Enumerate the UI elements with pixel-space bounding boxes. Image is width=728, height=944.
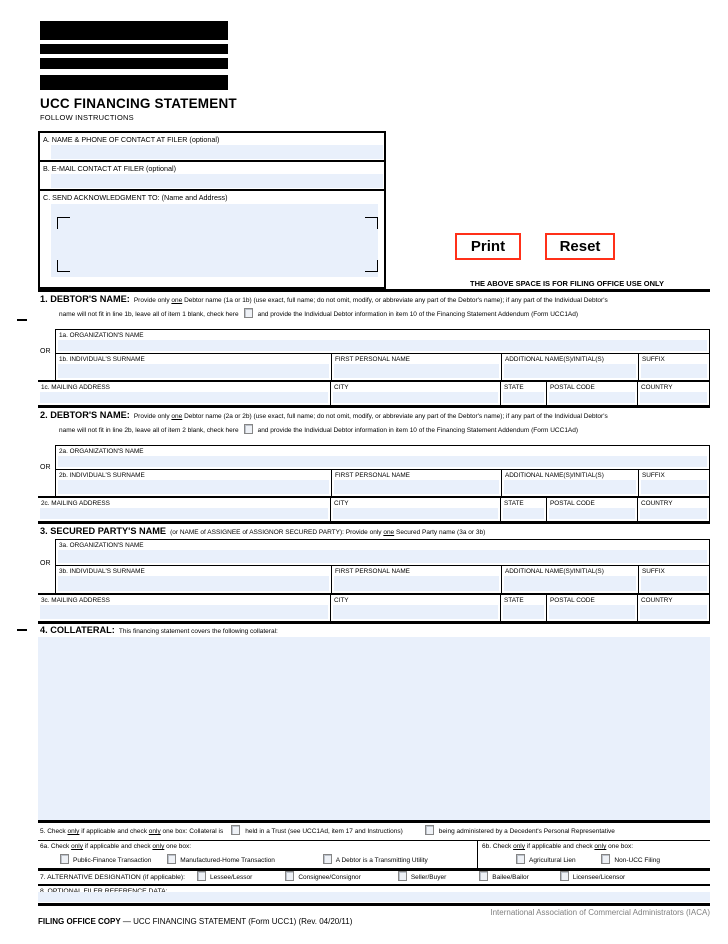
or-label: OR	[40, 464, 51, 471]
debtor-1-first-name-input[interactable]	[334, 364, 499, 378]
non-ucc-filing-option	[601, 854, 660, 864]
barcode-bar	[40, 44, 228, 54]
postal-code-cell	[546, 382, 637, 405]
debtor-2-postal-code-input[interactable]	[549, 508, 635, 519]
seller-buyer-option	[398, 871, 446, 885]
form-title: UCC FINANCING STATEMENT	[40, 96, 237, 111]
debtor-2-additional-name-input[interactable]	[504, 480, 636, 494]
mailing-address-cell	[38, 382, 330, 405]
debtor-1-address-row	[38, 380, 710, 405]
state-cell	[500, 498, 546, 521]
state-cell	[500, 595, 546, 621]
instruction-text: Debtor name (2a or 2b) (use exact, full name; do not omit, modify, or abbreviate any part of the Debtor's name); if any part of the Individual Debtor's	[182, 413, 608, 420]
suffix-cell	[638, 354, 709, 380]
debtor-1-additional-name-input[interactable]	[504, 364, 636, 378]
suffix-label: SUFFIX	[642, 568, 665, 575]
debtor-2-section	[38, 408, 710, 524]
secured-party-state-input[interactable]	[503, 605, 544, 619]
debtor-2-first-name-input[interactable]	[334, 480, 499, 494]
suffix-label: SUFFIX	[642, 356, 665, 363]
debtor-1-name-table	[40, 329, 710, 380]
margin-tick	[17, 629, 27, 631]
public-finance-option	[60, 854, 151, 864]
secured-party-surname-input[interactable]	[58, 576, 329, 591]
form-body	[38, 289, 710, 906]
country-label: COUNTRY	[641, 597, 673, 604]
secured-party-city-input[interactable]	[333, 605, 498, 619]
debtor-2-country-input[interactable]	[640, 508, 707, 519]
first-name-label: FIRST PERSONAL NAME	[335, 568, 410, 575]
footer-form-name: — UCC FINANCING STATEMENT (Form UCC1) (Rev. 04/20/11)	[120, 917, 353, 926]
debtor-2-org-row	[56, 446, 709, 469]
instruction-text: 5. Check	[40, 828, 68, 835]
held-in-trust-label: held in a Trust (see UCC1Ad, item 17 and Instructions)	[245, 828, 403, 835]
public-finance-label: Public-Finance Transaction	[73, 857, 152, 864]
mailing-address-label: 2c. MAILING ADDRESS	[41, 500, 110, 507]
secured-party-org-row	[56, 540, 709, 565]
or-label: OR	[40, 348, 51, 355]
suffix-label: SUFFIX	[642, 472, 665, 479]
alternative-designation-label: 7. ALTERNATIVE DESIGNATION (if applicable):	[40, 874, 186, 881]
city-cell	[330, 382, 500, 405]
country-cell	[637, 595, 709, 621]
city-label: CITY	[334, 384, 349, 391]
debtor-2-instructions-line2	[40, 424, 708, 435]
section-6a	[38, 841, 478, 868]
transmitting-utility-checkbox[interactable]	[323, 854, 332, 864]
reset-button[interactable]: Reset	[545, 233, 615, 260]
instruction-text: if applicable and check	[525, 843, 595, 850]
city-cell	[330, 498, 500, 521]
held-in-trust-checkbox[interactable]	[231, 825, 240, 835]
mailing-address-label: 3c. MAILING ADDRESS	[41, 597, 110, 604]
secured-party-header	[38, 524, 710, 539]
consignee-consignor-label: Consignee/Consignor	[298, 874, 361, 881]
state-cell	[500, 382, 546, 405]
country-label: COUNTRY	[641, 500, 673, 507]
section-8-row	[38, 886, 710, 906]
debtor-2-org-name-input[interactable]	[58, 456, 707, 467]
debtor-2-name-table	[40, 445, 710, 496]
instruction-text: one	[171, 413, 183, 420]
secured-party-suffix-input[interactable]	[641, 576, 707, 591]
collateral-header	[38, 624, 710, 637]
lessee-lessor-option	[197, 871, 252, 885]
contact-email-label: B. E-MAIL CONTACT AT FILER (optional)	[43, 164, 177, 173]
postal-code-cell	[546, 498, 637, 521]
instruction-text: one	[383, 529, 395, 536]
instruction-text: one box: Collateral is	[160, 828, 224, 835]
seller-buyer-checkbox[interactable]	[398, 871, 407, 881]
first-name-cell	[331, 566, 501, 593]
postal-code-cell	[546, 595, 637, 621]
first-name-cell	[331, 470, 501, 496]
filer-reference-input[interactable]	[38, 892, 710, 902]
contact-name-label: A. NAME & PHONE OF CONTACT AT FILER (optional)	[43, 135, 220, 144]
secured-party-org-name-input[interactable]	[58, 550, 707, 563]
secured-party-additional-name-input[interactable]	[504, 576, 636, 591]
debtor-1-state-input[interactable]	[503, 392, 544, 403]
acknowledgment-textarea[interactable]	[51, 204, 378, 277]
debtor-1-instructions-line1	[40, 295, 708, 305]
debtor-2-instructions-line1	[40, 411, 708, 421]
instruction-text: only	[148, 828, 161, 835]
instruction-text: name will not fit in line 2b, leave all of item 2 blank, check here	[59, 427, 239, 434]
acknowledgment-row	[40, 191, 384, 283]
lessee-lessor-checkbox[interactable]	[197, 871, 206, 881]
postal-code-label: POSTAL CODE	[550, 384, 595, 391]
debtor-2-state-input[interactable]	[503, 508, 544, 519]
city-label: CITY	[334, 500, 349, 507]
debtor-1-country-input[interactable]	[640, 392, 707, 403]
instruction-text: one box:	[606, 843, 634, 850]
section-6a-header	[40, 843, 477, 850]
section-6b-options	[482, 854, 710, 864]
debtor-2-individual-row	[56, 469, 709, 496]
secured-party-postal-code-input[interactable]	[549, 605, 635, 619]
debtor-2-suffix-input[interactable]	[641, 480, 707, 494]
instruction-text: if applicable and check	[83, 843, 153, 850]
secured-party-section	[38, 524, 710, 624]
bailee-bailor-option	[479, 871, 529, 885]
barcode-bar	[40, 75, 228, 90]
barcode	[40, 21, 228, 90]
bailee-bailor-checkbox[interactable]	[479, 871, 488, 881]
secured-party-individual-row	[56, 565, 709, 593]
first-name-label: FIRST PERSONAL NAME	[335, 356, 410, 363]
instruction-text: one	[171, 297, 183, 304]
instruction-text: Provide only	[133, 413, 172, 420]
consignee-consignor-option	[285, 871, 361, 885]
city-label: CITY	[334, 597, 349, 604]
section-7-row	[38, 871, 710, 886]
instruction-text: 6b. Check	[482, 843, 514, 850]
debtor-2-mailing-address-input[interactable]	[40, 508, 328, 519]
surname-cell	[56, 566, 331, 593]
filer-contact-box	[38, 131, 386, 289]
footer-iaca-credit: International Association of Commercial Administrators (IACA)	[490, 908, 710, 917]
contact-name-row	[40, 133, 384, 162]
section-6-row	[38, 841, 710, 871]
lessee-lessor-label: Lessee/Lessor	[210, 874, 253, 881]
section-heading: 4. COLLATERAL:	[40, 625, 115, 635]
seller-buyer-label: Seller/Buyer	[410, 874, 447, 881]
instruction-text: Secured Party name (3a or 3b)	[394, 529, 486, 536]
org-name-cell	[56, 446, 709, 469]
consignee-consignor-checkbox[interactable]	[285, 871, 294, 881]
instruction-text: (or NAME of ASSIGNEE of ASSIGNOR SECURED PARTY):	[170, 529, 346, 536]
transmitting-utility-option	[323, 854, 428, 864]
suffix-cell	[638, 566, 709, 593]
country-label: COUNTRY	[641, 384, 673, 391]
debtor-1-postal-code-input[interactable]	[549, 392, 635, 403]
mailing-address-cell	[38, 498, 330, 521]
bailee-bailor-label: Bailee/Bailor	[492, 874, 529, 881]
first-name-label: FIRST PERSONAL NAME	[335, 472, 410, 479]
collateral-textarea[interactable]	[38, 637, 710, 820]
org-name-cell	[56, 540, 709, 565]
org-name-cell	[56, 330, 709, 353]
agricultural-lien-label: Agricultural Lien	[529, 857, 576, 864]
barcode-bar	[40, 58, 228, 69]
instruction-text: Provide only	[345, 529, 384, 536]
additional-name-label: ADDITIONAL NAME(S)/INITIAL(S)	[505, 568, 604, 575]
manufactured-home-option	[167, 854, 275, 864]
acknowledgment-label: C. SEND ACKNOWLEDGMENT TO: (Name and Address)	[43, 193, 228, 202]
debtor-2-addendum-checkbox[interactable]	[244, 424, 253, 434]
surname-cell	[56, 354, 331, 380]
barcode-bar	[40, 21, 228, 40]
debtor-2-header	[38, 408, 710, 445]
agricultural-lien-option	[516, 854, 576, 864]
public-finance-checkbox[interactable]	[60, 854, 69, 864]
debtor-1-header	[38, 292, 710, 329]
instruction-text: name will not fit in line 1b, leave all of item 1 blank, check here	[59, 311, 239, 318]
decedent-representative-checkbox[interactable]	[425, 825, 434, 835]
manufactured-home-label: Manufactured-Home Transaction	[180, 857, 275, 864]
additional-name-cell	[501, 354, 638, 380]
state-label: STATE	[504, 384, 524, 391]
additional-name-label: ADDITIONAL NAME(S)/INITIAL(S)	[505, 356, 604, 363]
debtor-2-city-input[interactable]	[333, 508, 498, 519]
surname-label: 3b. INDIVIDUAL'S SURNAME	[59, 568, 145, 575]
section-5-trust-row	[38, 823, 710, 841]
debtor-1-city-input[interactable]	[333, 392, 498, 403]
licensee-licensor-checkbox[interactable]	[560, 871, 569, 881]
collateral-section	[38, 624, 710, 823]
contact-email-row	[40, 162, 384, 191]
mailing-address-label: 1c. MAILING ADDRESS	[41, 384, 110, 391]
debtor-2-surname-input[interactable]	[58, 480, 329, 494]
secured-party-name-table	[40, 539, 710, 593]
instruction-text: 6a. Check	[40, 843, 72, 850]
postal-code-label: POSTAL CODE	[550, 500, 595, 507]
contact-name-phone-input[interactable]	[51, 145, 383, 159]
additional-name-cell	[501, 470, 638, 496]
non-ucc-filing-label: Non-UCC Filing	[614, 857, 660, 864]
or-label: OR	[40, 560, 51, 567]
secured-party-mailing-address-input[interactable]	[40, 605, 328, 619]
contact-email-input[interactable]	[51, 174, 383, 188]
licensee-licensor-label: Licensee/Licensor	[572, 874, 626, 881]
section-heading: 1. DEBTOR'S NAME:	[40, 294, 130, 304]
instruction-text: if applicable and check	[79, 828, 149, 835]
decedent-representative-label: being administered by a Decedent's Personal Representative	[438, 828, 615, 835]
office-use-note: THE ABOVE SPACE IS FOR FILING OFFICE USE ONLY	[470, 279, 664, 288]
instruction-text: one box:	[164, 843, 192, 850]
org-name-label: 1a. ORGANIZATION'S NAME	[59, 332, 144, 339]
licensee-licensor-option	[560, 871, 625, 885]
debtor-1-suffix-input[interactable]	[641, 364, 707, 378]
surname-cell	[56, 470, 331, 496]
secured-party-first-name-input[interactable]	[334, 576, 499, 591]
first-name-cell	[331, 354, 501, 380]
debtor-1-surname-input[interactable]	[58, 364, 329, 378]
debtor-1-org-row	[56, 330, 709, 353]
section-6b-header	[482, 843, 710, 850]
instruction-text: only	[71, 843, 84, 850]
agricultural-lien-checkbox[interactable]	[516, 854, 525, 864]
city-cell	[330, 595, 500, 621]
state-label: STATE	[504, 597, 524, 604]
section-6b	[478, 841, 710, 868]
debtor-2-address-row	[38, 496, 710, 521]
debtor-1-individual-row	[56, 353, 709, 380]
debtor-1-instructions-line2	[40, 308, 708, 319]
instruction-text: Provide only	[133, 297, 172, 304]
instruction-text: Debtor name (1a or 1b) (use exact, full name; do not omit, modify, or abbreviate any part of the Debtor's name); if any part of the Individual Debtor's	[182, 297, 608, 304]
footer-copy-label: FILING OFFICE COPY	[38, 917, 121, 926]
secured-party-address-row	[38, 593, 710, 621]
form-subtitle: FOLLOW INSTRUCTIONS	[40, 113, 134, 122]
org-name-label: 2a. ORGANIZATION'S NAME	[59, 448, 144, 455]
secured-party-country-input[interactable]	[640, 605, 707, 619]
margin-tick	[17, 319, 27, 321]
non-ucc-filing-checkbox[interactable]	[601, 854, 610, 864]
section-heading: 3. SECURED PARTY'S NAME	[40, 526, 167, 536]
instruction-text: only	[67, 828, 80, 835]
postal-code-label: POSTAL CODE	[550, 597, 595, 604]
surname-label: 2b. INDIVIDUAL'S SURNAME	[59, 472, 145, 479]
suffix-cell	[638, 470, 709, 496]
section-heading: 2. DEBTOR'S NAME:	[40, 410, 130, 420]
debtor-1-addendum-checkbox[interactable]	[244, 308, 253, 318]
instruction-text: This financing statement covers the following collateral:	[118, 628, 278, 635]
additional-name-label: ADDITIONAL NAME(S)/INITIAL(S)	[505, 472, 604, 479]
mailing-address-cell	[38, 595, 330, 621]
transmitting-utility-label: A Debtor is a Transmitting Utility	[335, 857, 428, 864]
manufactured-home-checkbox[interactable]	[167, 854, 176, 864]
footer-form-id	[38, 917, 352, 926]
org-name-label: 3a. ORGANIZATION'S NAME	[59, 542, 144, 549]
print-button[interactable]: Print	[455, 233, 521, 260]
instruction-text: only	[152, 843, 165, 850]
instruction-text: only	[594, 843, 607, 850]
instruction-text: and provide the Individual Debtor information in item 10 of the Financing Statement Addendum (Form UCC1Ad)	[257, 311, 579, 318]
debtor-1-section	[38, 292, 710, 408]
state-label: STATE	[504, 500, 524, 507]
country-cell	[637, 498, 709, 521]
instruction-text: only	[513, 843, 526, 850]
debtor-1-org-name-input[interactable]	[58, 340, 707, 351]
surname-label: 1b. INDIVIDUAL'S SURNAME	[59, 356, 145, 363]
country-cell	[637, 382, 709, 405]
debtor-1-mailing-address-input[interactable]	[40, 392, 328, 403]
instruction-text: and provide the Individual Debtor information in item 10 of the Financing Statement Addendum (Form UCC1Ad)	[257, 427, 579, 434]
additional-name-cell	[501, 566, 638, 593]
section-6a-options	[40, 854, 477, 864]
